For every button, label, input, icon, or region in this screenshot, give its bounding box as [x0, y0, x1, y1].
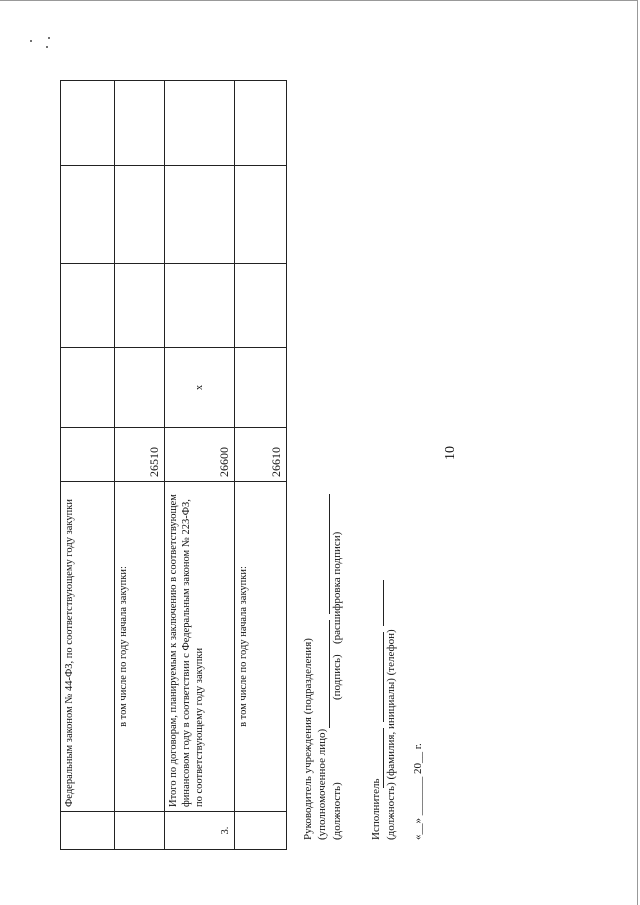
table-row: [61, 81, 115, 850]
executor-label: Исполнитель: [370, 778, 382, 840]
position-caption: (должность): [331, 782, 343, 840]
signature-caption: (подпись): [331, 654, 343, 700]
value-cell: х: [165, 348, 235, 428]
value-cell: [115, 81, 165, 166]
row-code-cell: 26510: [115, 428, 165, 482]
signature-line: [329, 620, 330, 728]
value-cell: [235, 81, 287, 166]
value-cell: [61, 81, 115, 166]
row-number-cell: [115, 812, 165, 850]
page-border-top: [0, 0, 637, 1]
value-cell: [115, 166, 165, 264]
value-cell: [235, 264, 287, 348]
row-name-cell: Федеральным законом № 44-ФЗ, по соответствующему году закупки: [61, 482, 115, 812]
decoding-caption: (расшифровка подписи): [331, 531, 343, 644]
row-name-cell: Итого по договорам, планируемым к заключению в соответствующем финансовом году в соответствии с Федеральным законом № 223-ФЗ, по соответствующему году закупки: [165, 482, 235, 812]
value-cell: [165, 81, 235, 166]
value-cell: [235, 348, 287, 428]
row-number-cell: [235, 812, 287, 850]
row-code-cell: 26610: [235, 428, 287, 482]
row-number-cell: [61, 812, 115, 850]
row-name-cell: в том числе по году начала закупки:: [235, 482, 287, 812]
table-row: [165, 81, 235, 850]
value-cell: [235, 166, 287, 264]
decoding-line: [329, 494, 330, 614]
value-cell: [165, 166, 235, 264]
executor-line: [383, 632, 384, 722]
procurement-table: [60, 80, 287, 850]
value-cell: [61, 348, 115, 428]
value-cell: [115, 264, 165, 348]
table-row: [235, 81, 287, 850]
page-number: 10: [443, 446, 458, 460]
table-row: [115, 81, 165, 850]
row-code-cell: 26600: [165, 428, 235, 482]
rotated-page: [0, 40, 640, 900]
date-line: «__» _______ 20__ г.: [412, 743, 424, 840]
head-subtitle: (уполномоченное лицо): [316, 728, 328, 840]
value-cell: [61, 264, 115, 348]
value-cell: [165, 264, 235, 348]
row-code-cell: [61, 428, 115, 482]
row-number-cell: 3.: [165, 812, 235, 850]
head-title: Руководитель учреждения (подразделения): [302, 638, 314, 840]
executor-line: [383, 580, 384, 626]
scan-speck: [48, 37, 50, 39]
executor-caption: (должность) (фамилия, инициалы) (телефон): [385, 629, 397, 840]
value-cell: [115, 348, 165, 428]
value-cell: [61, 166, 115, 264]
executor-line: [383, 728, 384, 788]
row-name-cell: в том числе по году начала закупки:: [115, 482, 165, 812]
